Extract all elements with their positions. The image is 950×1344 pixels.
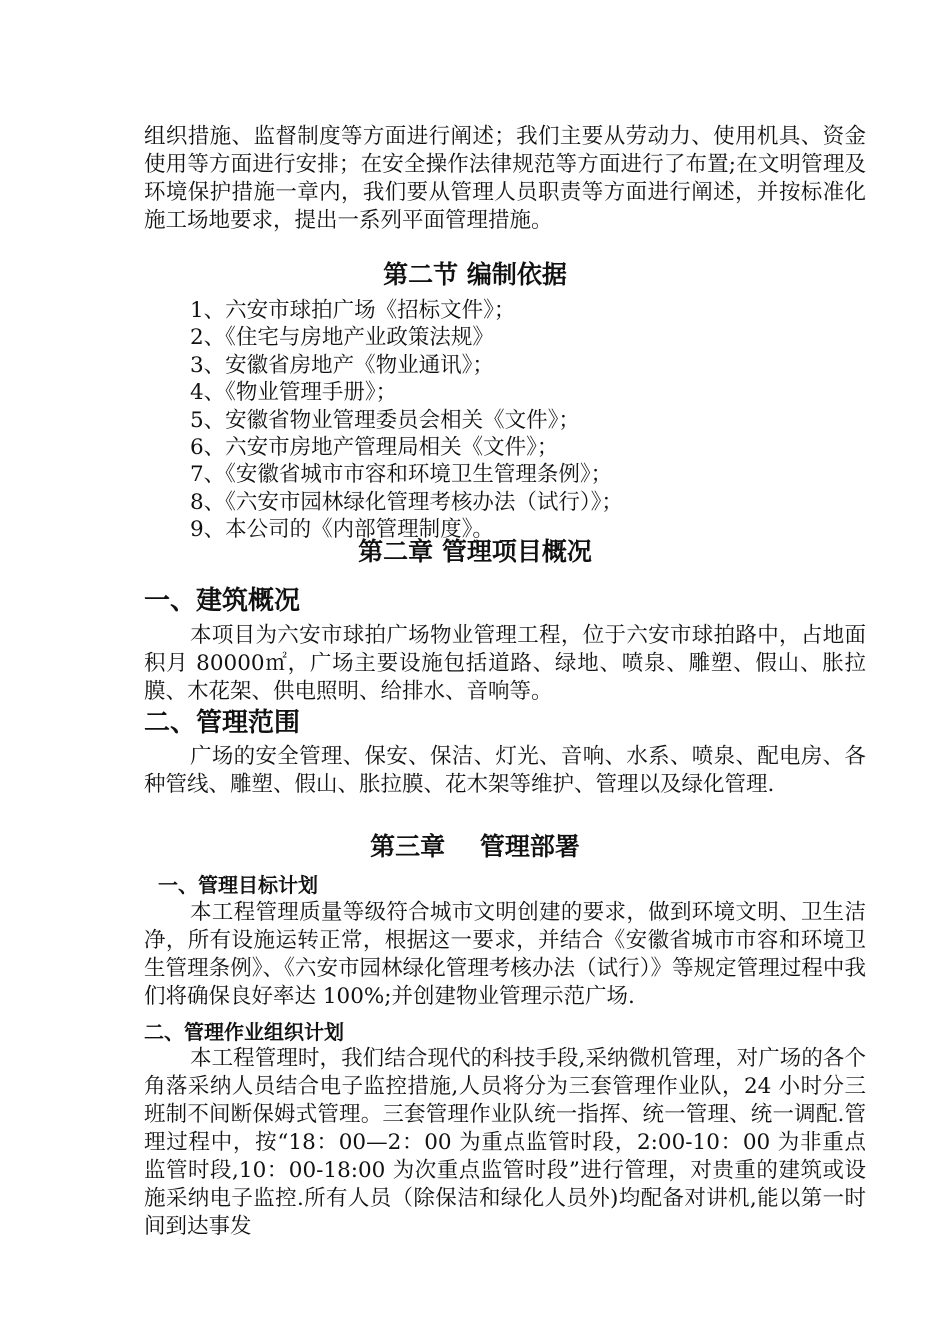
goal-plan-text: 本工程管理质量等级符合城市文明创建的要求，做到环境文明、卫生洁净，所有设施运转正常，根据这一要求，并结合《安徽省城市市容和环境卫生管理条例》、《六安市园林绿化管理考核办法（试行）》等规定管理过程中我们将确保良好率达 100%;并创建物业管理示范广场. bbox=[144, 900, 866, 1009]
organization-plan-heading: 二、管理作业组织计划 bbox=[144, 1020, 344, 1044]
building-overview-text: 本项目为六安市球拍广场物业管理工程，位于六安市球拍路中，占地面积月 80000㎡，广场主要设施包括道路、绿地、喷泉、雕塑、假山、胀拉膜、木花架、供电照明、给排水、音响等。 bbox=[144, 623, 866, 704]
chapter-3-title: 第三章 管理部署 bbox=[370, 832, 580, 861]
list-item: 2、《住宅与房地产业政策法规》 bbox=[190, 325, 494, 351]
list-item: 9、本公司的《内部管理制度》。 bbox=[190, 517, 494, 543]
list-item: 8、《六安市园林绿化管理考核办法（试行）》； bbox=[190, 489, 623, 515]
list-item: 7、《安徽省城市市容和环境卫生管理条例》； bbox=[190, 462, 613, 488]
organization-plan-text: 本工程管理时，我们结合现代的科技手段,采纳微机管理，对广场的各个角落采纳人员结合电子监控措施,人员将分为三套管理作业队，24 小时分三班制不间断保姆式管理。三套管理作业队统一指挥、统一管理、统一调配.管理过程中，按“18：00—2：00 为重点监管时段，2:00-10：00 为非重点监管时段,10：00-18:00 为次重点监管时段”进行管理，对贵重的建筑或设施采纳电子监控.所有人员（除保洁和绿化人员外)均配备对讲机,能以第一时间到达事发 bbox=[144, 1046, 866, 1239]
list-item: 5、安徽省物业管理委员会相关《文件》； bbox=[190, 407, 580, 433]
chapter-2-title: 第二章 管理项目概况 bbox=[358, 537, 592, 566]
list-item: 1、六安市球拍广场《招标文件》； bbox=[190, 298, 516, 323]
intro-paragraph: 组织措施、监督制度等方面进行阐述；我们主要从劳动力、使用机具、资金使用等方面进行安排；在安全操作法律规范等方面进行了布置;在文明管理及环境保护措施一章内，我们要从管理人员职责等方面进行阐述，并按标准化施工场地要求，提出一系列平面管理措施。 bbox=[144, 124, 866, 233]
list-item: 3、安徽省房地产《物业通讯》； bbox=[190, 352, 494, 378]
building-overview-heading: 一、建筑概况 bbox=[144, 586, 301, 616]
goal-plan-heading: 一、管理目标计划 bbox=[158, 873, 318, 897]
management-scope-heading: 二、管理范围 bbox=[144, 708, 301, 738]
section-2-title: 第二节 编制依据 bbox=[383, 260, 567, 289]
list-item: 4、《物业管理手册》； bbox=[190, 380, 398, 406]
basis-list bbox=[190, 297, 870, 544]
list-item: 6、六安市房地产管理局相关《文件》； bbox=[190, 434, 559, 460]
management-scope-text: 广场的安全管理、保安、保洁、灯光、音响、水系、喷泉、配电房、各种管线、雕塑、假山、胀拉膜、花木架等维护、管理以及绿化管理. bbox=[144, 744, 866, 797]
